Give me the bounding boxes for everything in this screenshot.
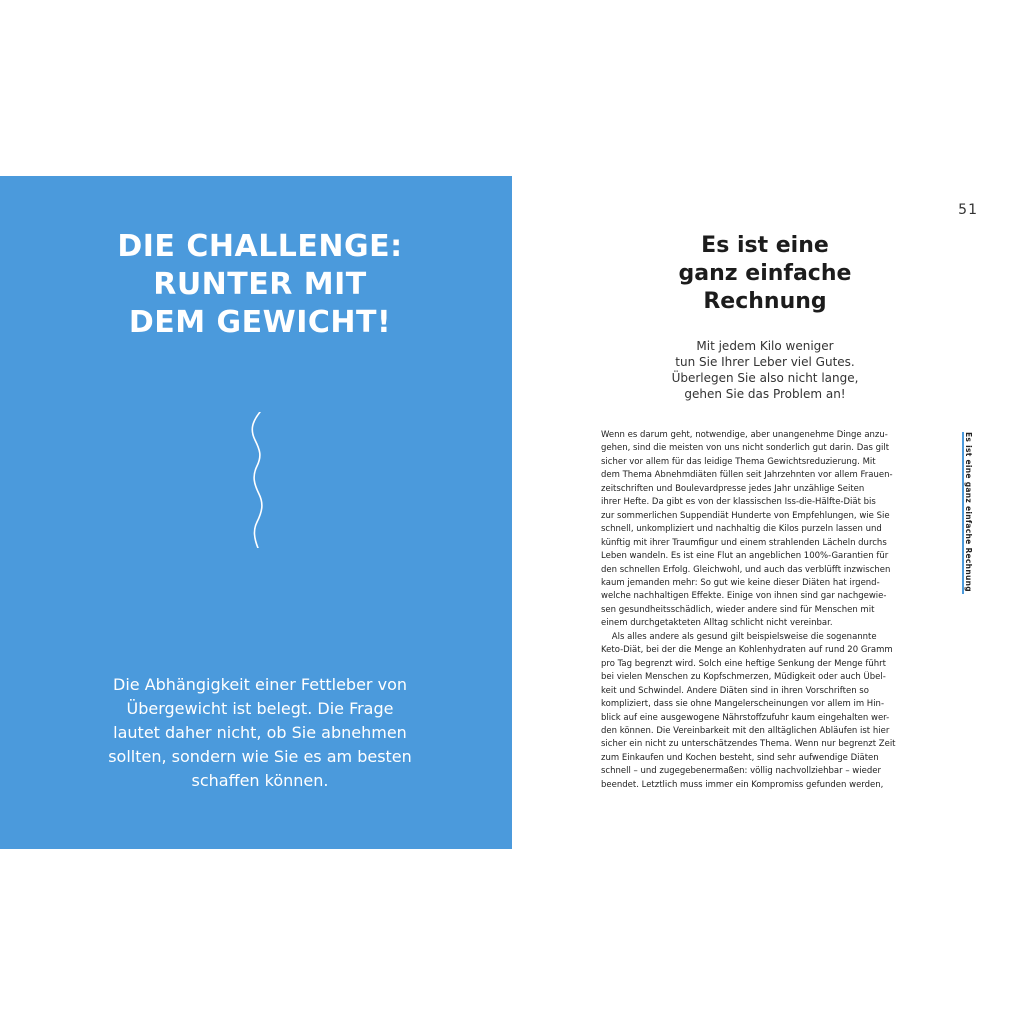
body-line: kompliziert, dass sie ohne Mangelerscheinungen vor allem im Hin-: [601, 699, 885, 710]
squiggle-line-decoration: [246, 412, 272, 548]
teaser-line: Übergewicht ist belegt. Die Frage: [126, 699, 394, 718]
chapter-teaser: [60, 673, 460, 793]
teaser-line: Die Abhängigkeit einer Fettleber von: [113, 675, 407, 694]
body-line: bei vielen Menschen zu Kopfschmerzen, Müdigkeit oder auch Übel-: [601, 672, 886, 683]
lead-line: Überlegen Sie also nicht lange,: [671, 371, 859, 385]
lead-line: Mit jedem Kilo weniger: [696, 339, 834, 353]
body-line: blick auf eine ausgewogene Nährstoffzufuhr kaum eingehalten wer-: [601, 712, 890, 723]
body-line: den schnellen Erfolg. Gleichwohl, und auch das verblüfft inzwischen: [601, 564, 891, 575]
article-lead: [630, 338, 900, 402]
chapter-opener-panel: [0, 176, 512, 849]
article-title-line: Es ist eine: [701, 233, 829, 258]
teaser-line: lautet daher nicht, ob Sie abnehmen: [113, 723, 407, 742]
chapter-title-line: RUNTER MIT: [153, 267, 367, 302]
body-line: Keto-Diät, bei der die Menge an Kohlenhydraten auf rund 20 Gramm: [601, 645, 893, 656]
body-line: ihrer Hefte. Da gibt es von der klassischen Iss-die-Hälfte-Diät bis: [601, 497, 876, 508]
body-line: beendet. Letztlich muss immer ein Kompromiss gefunden werden,: [601, 779, 884, 790]
body-line: Leben wandeln. Es ist eine Flut an angeblichen 100%-Garantien für: [601, 551, 889, 562]
teaser-line: schaffen können.: [191, 771, 329, 790]
body-line: sicher ein nicht zu unterschätzendes Thema. Wenn nur begrenzt Zeit: [601, 739, 896, 750]
article-title: [630, 232, 900, 316]
body-line: Wenn es darum geht, notwendige, aber unangenehme Dinge anzu-: [601, 430, 888, 440]
body-line: einem durchgetakteten Alltag schlicht nicht vereinbar.: [601, 618, 833, 629]
body-line: keit und Schwindel. Andere Diäten sind in ihren Vorschriften so: [601, 685, 869, 696]
lead-line: tun Sie Ihrer Leber viel Gutes.: [675, 355, 855, 369]
chapter-title-line: DEM GEWICHT!: [128, 305, 392, 340]
body-line: künftig mit ihrer Traumfigur und einem strahlenden Lächeln durchs: [601, 537, 887, 548]
body-line: Als alles andere als gesund gilt beispielsweise die sogenannte: [601, 631, 877, 642]
body-line: schnell – und zugegebenermaßen: völlig nachvollziehbar – wieder: [601, 766, 881, 777]
chapter-title: [0, 228, 520, 342]
body-line: zur sommerlichen Suppendiät Hunderte von Empfehlungen, wie Sie: [601, 510, 890, 521]
body-line: sicher vor allem für das leidige Thema Gewichtsreduzierung. Mit: [601, 456, 876, 467]
body-line: zum Einkaufen und Kochen besteht, sind sehr aufwendige Diäten: [601, 752, 879, 763]
body-line: schnell, unkompliziert und nachhaltig die Kilos purzeln lassen und: [601, 524, 882, 535]
body-line: pro Tag begrenzt wird. Solch eine heftige Senkung der Menge führt: [601, 658, 886, 669]
lead-line: gehen Sie das Problem an!: [684, 387, 846, 401]
teaser-line: sollten, sondern wie Sie es am besten: [108, 747, 412, 766]
body-line: gehen, sind die meisten von uns nicht sonderlich gut darin. Das gilt: [601, 443, 890, 454]
page-number: 51: [958, 202, 978, 218]
body-line: sen gesundheitsschädlich, wieder andere sind für Menschen mit: [601, 604, 875, 615]
body-line: zeitschriften und Boulevardpresse jedes Jahr unzählige Seiten: [601, 483, 865, 494]
running-header-text: Es ist eine ganz einfache Rechnung: [964, 432, 973, 592]
article-title-line: ganz einfache: [678, 261, 852, 286]
body-line: kaum jemanden mehr: So gut wie keine dieser Diäten hat irgend-: [601, 577, 880, 588]
body-line: den können. Die Vereinbarkeit mit den alltäglichen Abläufen ist hier: [601, 725, 890, 736]
body-line: dem Thema Abnehmdiäten füllen seit Jahrzehnten vor allem Frauen-: [601, 470, 893, 481]
article-title-line: Rechnung: [703, 289, 827, 314]
body-line: welche nachhaltigen Effekte. Einige von ihnen sind gar nachgewie-: [601, 591, 887, 602]
article-body: [601, 429, 926, 792]
running-header: [962, 432, 976, 594]
chapter-title-line: DIE CHALLENGE:: [117, 229, 403, 264]
